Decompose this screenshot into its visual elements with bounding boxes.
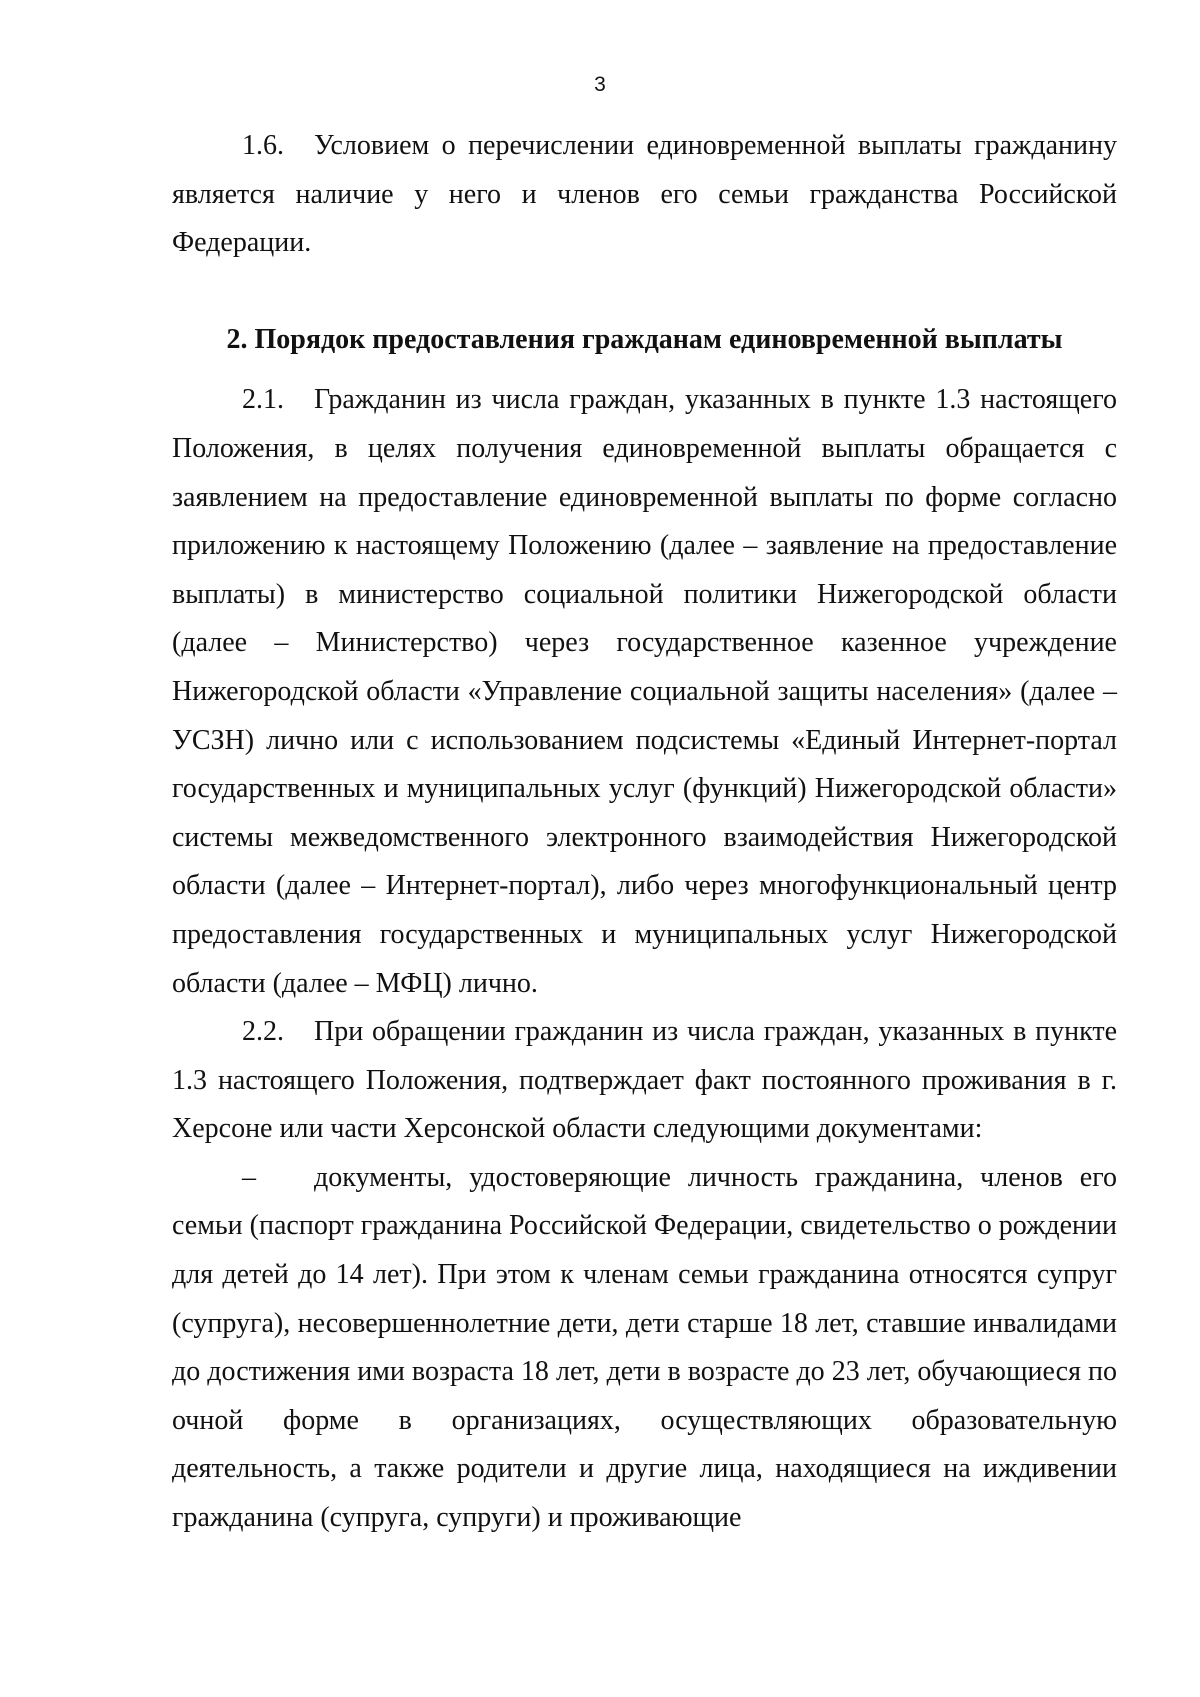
clause-1-6	[172, 122, 1117, 268]
list-dash: –	[242, 1161, 256, 1193]
clause-number: 1.6.	[242, 130, 284, 161]
clause-number: 2.1.	[242, 384, 284, 416]
clause-text: Гражданин из числа граждан, указанных в пункте 1.3 настоящего Положения, в целях получения единовременной выплаты обращается с заявлением на предоставление единовременной выплаты по форме согласно приложению к настоящему Положению (далее – заявление на предоставление выплаты) в министерство социальной политики Нижегородской области (далее – Министерство) через государственное казенное учреждение Нижегородской области «Управление социальной защиты населения» (далее – УСЗН) лично или с использованием подсистемы «Единый Интернет-портал государственных и муниципальных услуг (функций) Нижегородской области» системы межведомственного электронного взаимодействия Нижегородской области (далее – Интернет-портал), либо через многофункциональный центр предоставления государственных и муниципальных услуг Нижегородской области (далее – МФЦ) лично.	[172, 384, 1117, 999]
clause-number: 2.2.	[242, 1016, 284, 1048]
clause-2-2	[172, 1008, 1117, 1154]
clause-text: При обращении гражданин из числа граждан, указанных в пункте 1.3 настоящего Положения, подтверждает факт постоянного проживания в г. Херсоне или части Херсонской области следующими документами:	[172, 1016, 1117, 1145]
document-body	[172, 122, 1117, 1543]
list-item-text: документы, удостоверяющие личность гражданина, членов его семьи (паспорт гражданина Российской Федерации, свидетельство о рождении для детей до 14 лет). При этом к членам семьи гражданина относятся супруг (супруга), несовершеннолетние дети, дети старше 18 лет, ставшие инвалидами до достижения ими возраста 18 лет, дети в возрасте до 23 лет, обучающиеся по очной форме в организациях, осуществляющих образовательную деятельность, а также родители и другие лица, находящиеся на иждивении гражданина (супруга, супруги) и проживающие	[172, 1161, 1117, 1534]
clause-text: Условием о перечислении единовременной выплаты гражданину является наличие у него и членов его семьи гражданства Российской Федерации.	[172, 130, 1117, 259]
clause-2-1	[172, 376, 1117, 1008]
section-heading: 2. Порядок предоставления гражданам единовременной выплаты	[226, 323, 1063, 355]
page-number: 3	[594, 73, 606, 96]
list-item-documents	[172, 1154, 1117, 1543]
